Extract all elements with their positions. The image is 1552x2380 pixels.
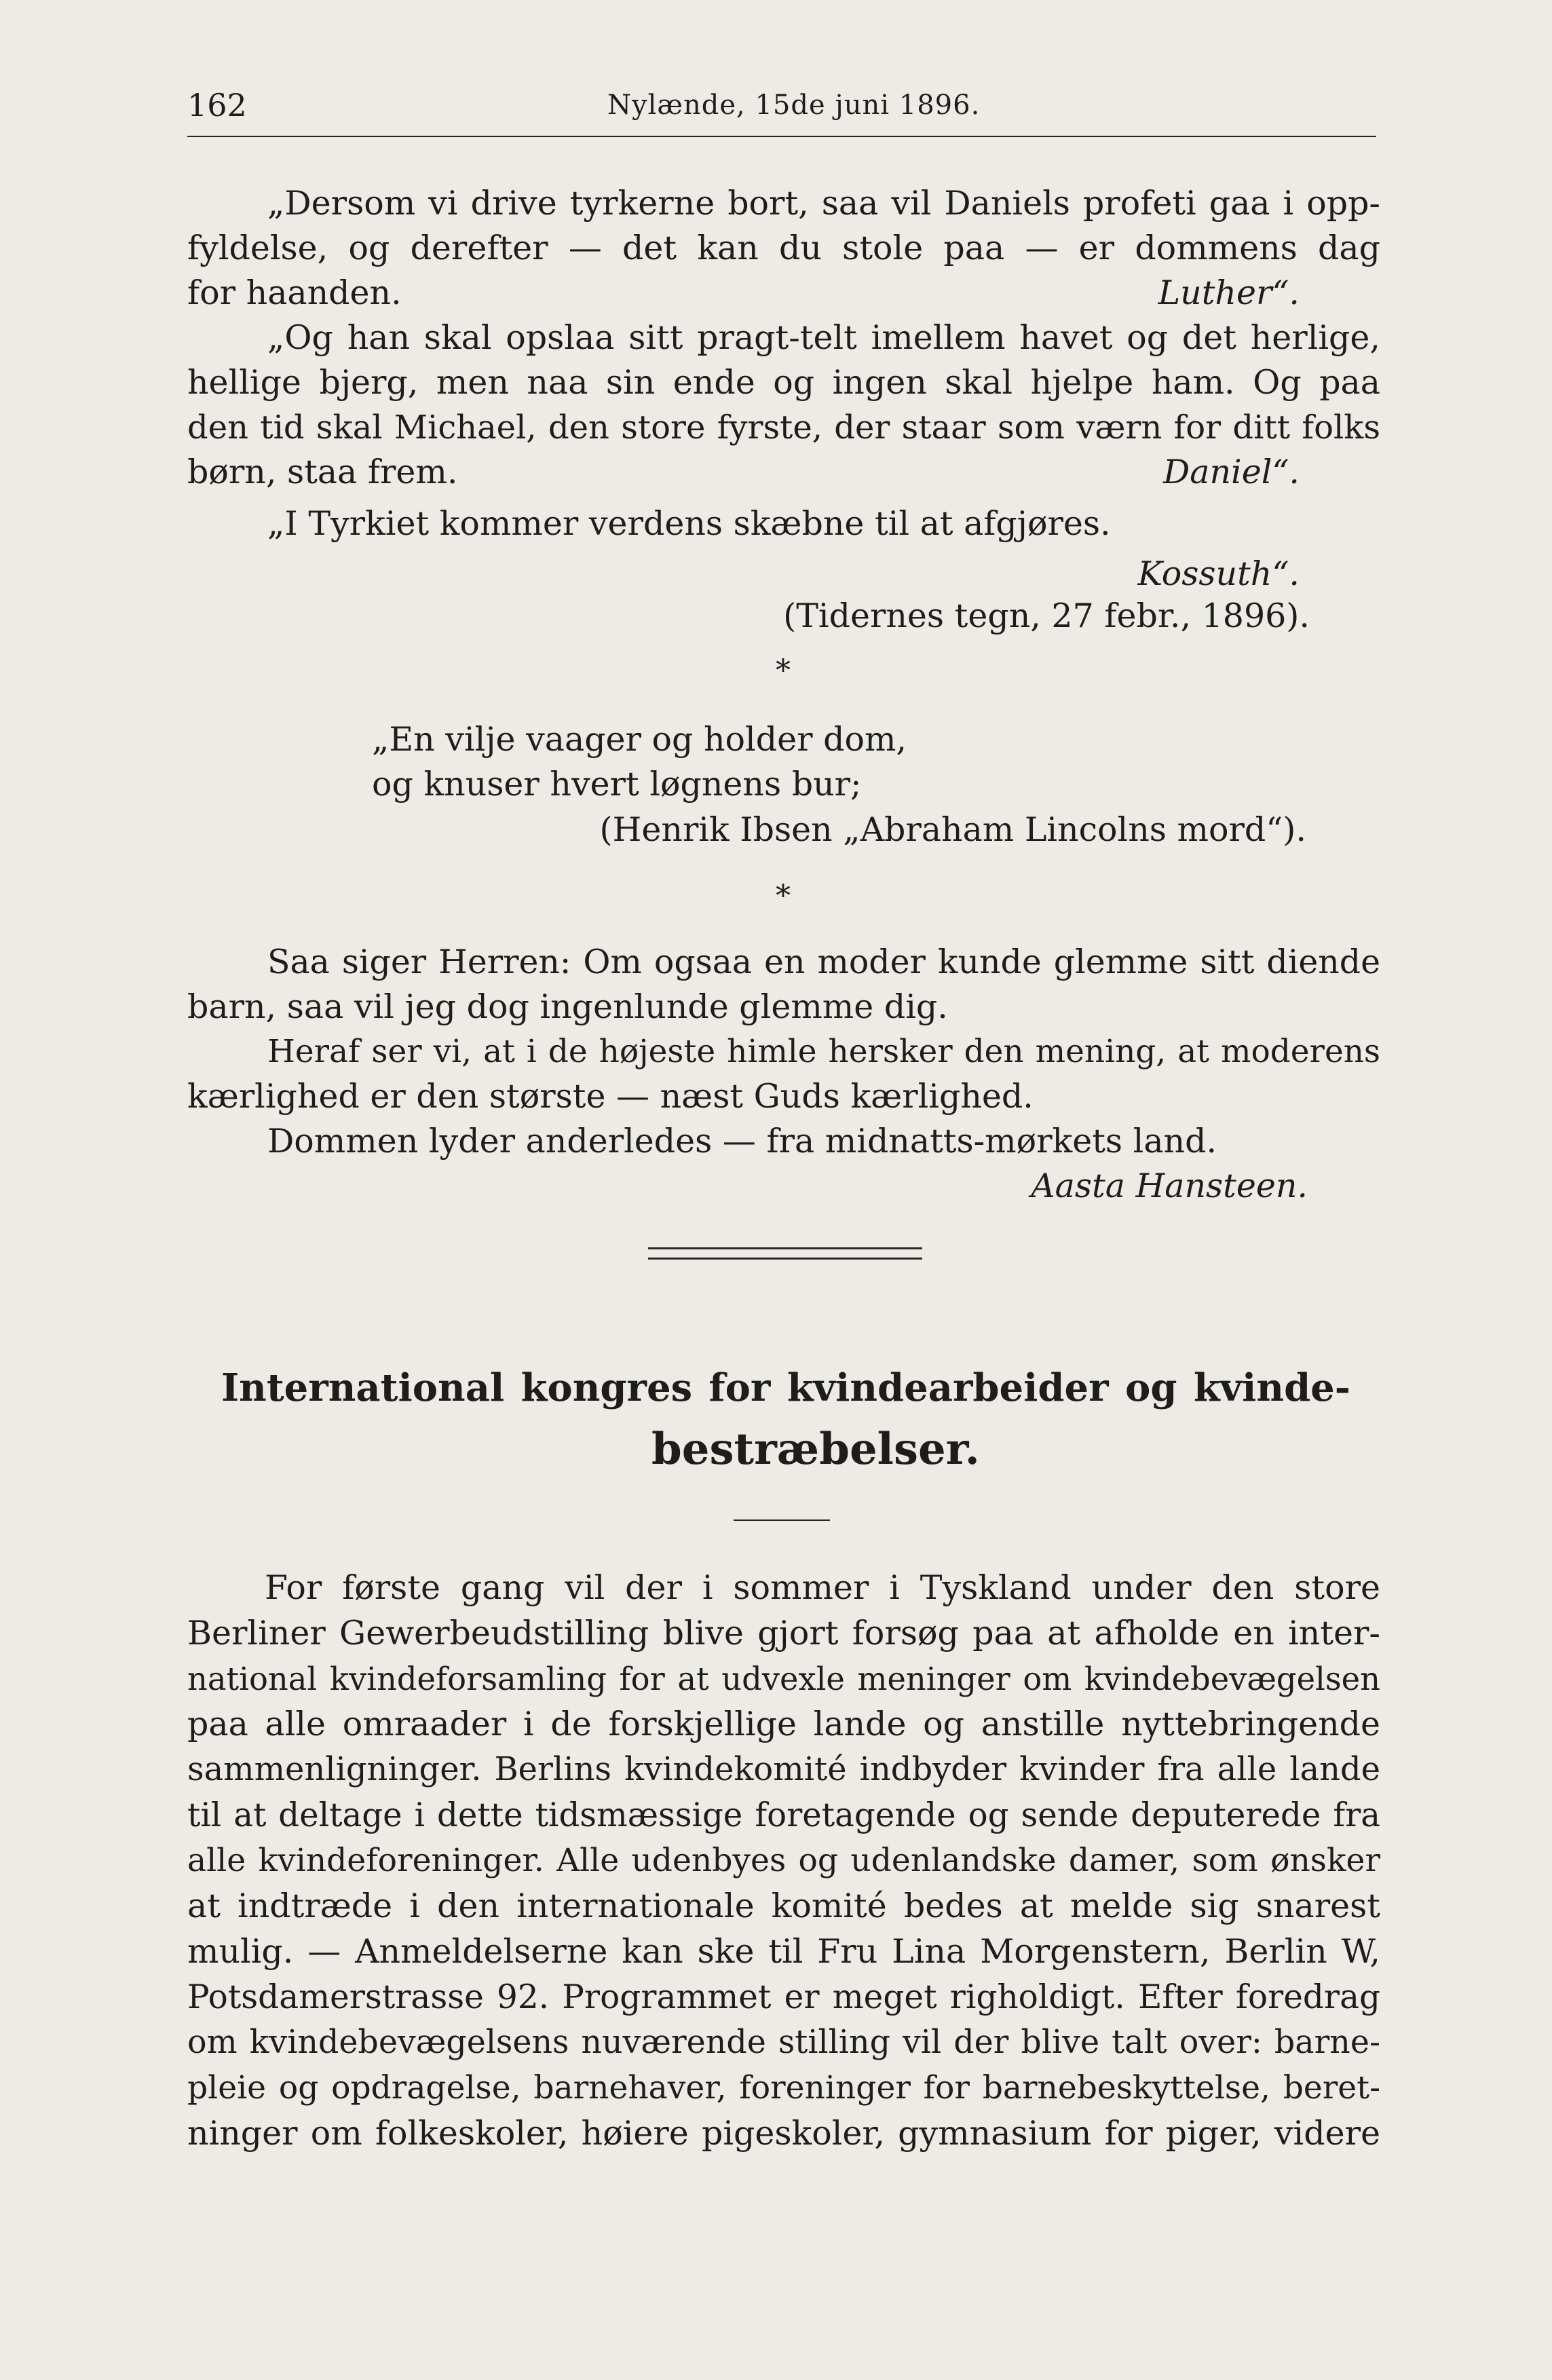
text-line: den tid skal Michael, den store fyrste, der staar som værn for ditt folks — [187, 409, 1380, 447]
heading-line: bestræbelser. — [651, 1424, 980, 1475]
text-line: Saa siger Herren: Om ogsaa en moder kunde glemme sitt diende — [267, 943, 1380, 981]
text-line: Dommen lyder anderledes — fra midnatts-mørkets land. — [267, 1122, 1217, 1160]
text-line: „Og han skal opslaa sitt pragt-telt imellem havet og det herlige, — [267, 318, 1380, 357]
section-divider — [648, 1258, 922, 1260]
signature-hansteen: Aasta Hansteen. — [1031, 1167, 1308, 1205]
source-tidernes-tegn: (Tidernes tegn, 27 febr., 1896). — [783, 597, 1310, 635]
text-line: til at deltage i dette tidsmæssige foretagende og sende deputerede fra — [187, 1796, 1380, 1834]
attribution-daniel: Daniel“. — [1162, 453, 1300, 491]
heading-line: International kongres for kvindearbeider og kvinde- — [221, 1365, 1350, 1410]
text-line: fyldelse, og derefter — det kan du stole paa — er dommens dag — [187, 229, 1380, 267]
text-line: Heraf ser vi, at i de højeste himle hersker den mening, at moderens — [267, 1033, 1380, 1070]
text-line: mulig. — Anmeldelserne kan ske til Fru Lina Morgenstern, Berlin W, — [187, 1932, 1380, 1971]
page-number: 162 — [187, 87, 247, 124]
text-line: „Dersom vi drive tyrkerne bort, saa vil Daniels profeti gaa i opp- — [267, 184, 1380, 223]
section-divider — [648, 1247, 922, 1249]
text-line: „I Tyrkiet kommer verdens skæbne til at afgjøres. — [267, 504, 1111, 543]
text-line: paa alle omraader i de forskjellige lande og anstille nyttebringende — [187, 1705, 1380, 1743]
verse-line: „En vilje vaager og holder dom, — [372, 720, 907, 759]
text-line: hellige bjerg, men naa sin ende og ingen skal hjelpe ham. Og paa — [187, 363, 1380, 402]
text-line: alle kvindeforeninger. Alle udenbyes og udenlandske damer, som ønsker — [187, 1842, 1380, 1879]
text-line: børn, staa frem. — [187, 453, 458, 491]
text-line: For første gang vil der i sommer i Tyskland under den store — [265, 1568, 1380, 1607]
text-line: om kvindebevægelsens nuværende stilling vil der blive talt over: barne- — [187, 2024, 1380, 2061]
text-line: national kvindeforsamling for at udvexle meninger om kvindebevægelsen — [187, 1661, 1380, 1697]
text-line: barn, saa vil jeg dog ingenlunde glemme dig. — [187, 987, 948, 1026]
source-ibsen: (Henrik Ibsen „Abraham Lincolns mord“). — [599, 810, 1306, 849]
verse-line: og knuser hvert løgnens bur; — [372, 765, 862, 804]
text-line: kærlighed er den største — næst Guds kærlighed. — [187, 1077, 1034, 1116]
separator-asterisk: * — [776, 654, 791, 688]
text-line: at indtræde i den internationale komité bedes at melde sig snarest — [187, 1887, 1380, 1925]
heading-rule — [734, 1519, 830, 1521]
running-title: Nylænde, 15de juni 1896. — [607, 90, 981, 121]
separator-asterisk: * — [776, 879, 791, 913]
text-line: Potsdamerstrasse 92. Programmet er meget righoldigt. Efter foredrag — [187, 1978, 1380, 2016]
header-rule — [187, 136, 1376, 137]
text-line: sammenligninger. Berlins kvindekomité indbyder kvinder fra alle lande — [187, 1751, 1380, 1788]
text-line: Berliner Gewerbeudstilling blive gjort forsøg paa at afholde en inter- — [187, 1614, 1380, 1652]
text-line: ninger om folkeskoler, høiere pigeskoler, gymnasium for piger, videre — [187, 2114, 1380, 2153]
text-line: pleie og opdragelse, barnehaver, foreninger for barnebeskyttelse, beret- — [187, 2069, 1380, 2107]
attribution-kossuth: Kossuth“. — [1137, 554, 1300, 593]
text-line: for haanden. — [187, 273, 402, 312]
attribution-luther: Luther“. — [1158, 273, 1300, 312]
